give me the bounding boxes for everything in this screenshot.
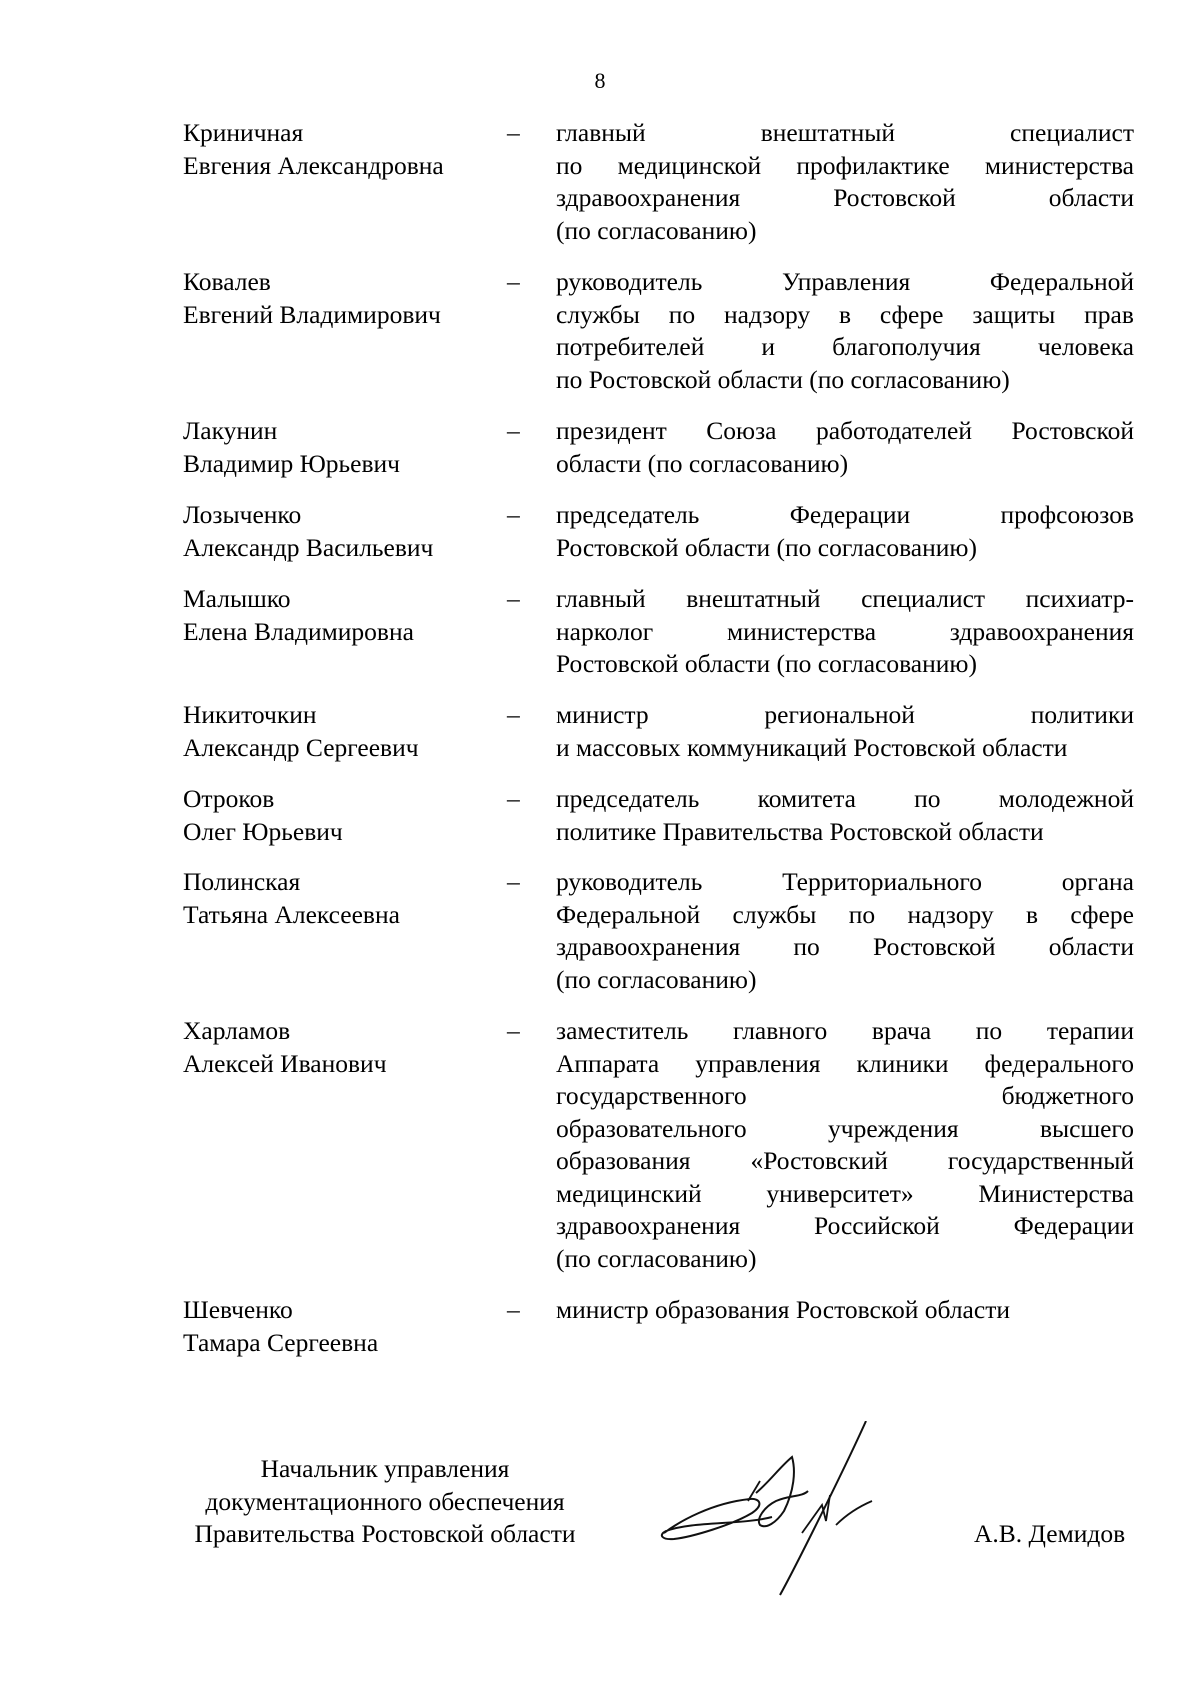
role-line [556,150,1134,183]
role-word: министерства [984,150,1134,180]
role-line: министр образования Ростовской области [556,1295,1010,1324]
member-role [556,117,1134,247]
member-name [183,499,513,564]
role-word: потребителей [556,332,705,361]
role-line [556,616,1134,649]
role-word: специалист [1010,118,1134,147]
role-word: руководитель [556,267,703,296]
role-line [556,331,1134,364]
role-word: медицинской [617,150,762,180]
member-dash: – [507,584,520,613]
role-word: здравоохранения [556,1211,741,1240]
role-word: образовательного [556,1113,747,1143]
role-word: «Ростовский [750,1146,888,1175]
role-line: Ростовской области (по согласованию) [556,532,977,562]
member-given-names: Татьяна Алексеевна [183,899,400,929]
role-line [556,783,1134,816]
member-given-names: Тамара Сергеевна [183,1327,379,1357]
role-word: работодателей [815,416,973,445]
role-word: управления [695,1048,821,1078]
member-dash: – [507,416,520,445]
role-word: Ростовской [873,932,996,961]
member-name [183,699,513,764]
role-word: главный [556,584,646,613]
role-word: государственный [947,1146,1134,1175]
member-dash: – [507,1016,520,1045]
role-word: Ростовской [833,183,956,212]
role-word: надзору [907,899,994,929]
role-line [556,1048,1134,1081]
role-word: молодежной [998,784,1134,813]
signer-name: А.В. Демидов [974,1519,1126,1548]
role-word: врача [871,1016,932,1045]
role-word: президент [556,416,667,445]
signer-position-line: документационного обеспечения [205,1486,565,1516]
page-number: 8 [594,68,606,93]
signer-position-line: Начальник управления [260,1454,510,1483]
member-name [183,1015,513,1080]
role-word: и [761,332,776,361]
member-role [556,1015,1134,1275]
role-line: и массовых коммуникаций Ростовской области [556,732,1068,762]
role-word: председатель [556,500,700,529]
role-word: профсоюзов [1000,500,1134,529]
role-word: области [1048,183,1134,212]
member-role [556,415,1134,480]
role-line [556,866,1134,899]
member-name [183,866,513,931]
member-name [183,583,513,648]
member-given-names: Александр Сергеевич [183,732,419,762]
role-word: университет» [766,1178,914,1208]
member-given-names: Евгения Александровна [183,150,444,180]
role-word: службы [732,899,817,929]
role-word: учреждения [828,1113,959,1143]
role-line: Ростовской области (по согласованию) [556,649,977,678]
role-word: образования [556,1146,691,1175]
role-word: по [975,1016,1003,1045]
role-word: Территориального [782,867,982,896]
member-role [556,1294,1134,1327]
role-word: внештатный [686,584,821,613]
member-surname: Лакунин [183,416,278,445]
member-dash: – [507,500,520,529]
role-word: региональной [764,700,915,729]
member-surname: Никиточкин [183,700,317,729]
role-line [556,1210,1134,1243]
role-line [556,415,1134,448]
member-given-names: Алексей Иванович [183,1048,387,1078]
member-surname: Полинская [183,867,301,896]
role-word: главного [733,1016,828,1045]
member-surname: Ковалев [183,267,271,296]
role-word: руководитель [556,867,703,896]
signer-position-line: Правительства Ростовской области [194,1519,576,1548]
member-role [556,583,1134,681]
member-dash: – [507,118,520,147]
role-word: в [1025,899,1039,929]
role-word: государственного [556,1081,747,1110]
role-word: Федеральной [556,899,701,929]
role-line [556,931,1134,964]
role-word: Союза [706,416,777,445]
member-surname: Криничная [183,118,304,147]
member-dash: – [507,700,520,729]
role-word: специалист [861,584,986,613]
member-surname: Лозыченко [183,500,302,529]
role-word: в [838,299,852,329]
role-word: здравоохранения [949,616,1134,646]
member-given-names: Владимир Юрьевич [183,448,400,478]
role-word: Федерации [1013,1211,1134,1240]
role-word: Аппарата [556,1048,660,1078]
role-word: медицинский [556,1178,702,1208]
role-line [556,1113,1134,1146]
member-given-names: Александр Васильевич [183,532,434,562]
role-word: Федерации [789,500,911,529]
role-line [556,583,1134,616]
member-surname: Харламов [183,1016,291,1045]
role-word: защиты [972,299,1056,329]
role-word: терапии [1046,1016,1134,1045]
role-line [556,266,1134,299]
role-word: профилактике [796,150,950,180]
role-word: Министерства [978,1178,1134,1208]
role-line [556,182,1134,215]
role-word: федерального [984,1048,1134,1078]
member-role [556,699,1134,764]
role-word: по [848,899,876,929]
member-dash: – [507,267,520,296]
member-surname: Малышко [183,584,291,613]
role-line: по Ростовской области (по согласованию) [556,364,1010,394]
role-word: сфере [1070,899,1134,929]
role-line [556,1145,1134,1178]
role-word: министр [556,700,649,729]
role-word: по [914,784,941,813]
member-given-names: Евгений Владимирович [183,299,441,329]
role-line [556,1015,1134,1048]
role-line [556,1080,1134,1113]
role-line [556,117,1134,150]
role-line [556,699,1134,732]
role-word: органа [1061,867,1134,896]
role-word: психиатр- [1025,584,1134,613]
role-word: министерства [726,616,877,646]
member-name [183,783,513,848]
role-word: председатель [556,784,700,813]
role-word: нарколог [556,616,654,646]
role-line [556,299,1134,332]
role-line: области (по согласованию) [556,448,849,478]
member-name [183,117,513,182]
member-role [556,266,1134,396]
role-word: внештатный [760,118,896,147]
role-word: Федеральной [989,267,1134,296]
role-word: области [1048,932,1134,961]
role-word: комитета [757,784,856,813]
role-word: главный [556,118,646,147]
member-name [183,266,513,331]
role-line: (по согласованию) [556,964,757,994]
role-line [556,499,1134,532]
handwritten-signature [652,1421,942,1601]
role-word: высшего [1039,1113,1134,1143]
role-word: по [556,150,583,180]
member-surname: Шевченко [183,1295,293,1324]
role-word: благополучия [832,332,981,361]
role-word: здравоохранения [556,183,741,212]
member-role [556,783,1134,848]
role-line: (по согласованию) [556,1243,757,1273]
role-word: Управления [781,267,911,296]
member-given-names: Олег Юрьевич [183,816,343,846]
role-word: заместитель [556,1016,689,1045]
role-word: человека [1037,332,1134,361]
member-dash: – [507,1295,520,1324]
role-word: прав [1084,299,1134,329]
role-line: (по согласованию) [556,215,757,245]
role-word: надзору [724,299,811,329]
role-word: по [668,299,696,329]
role-word: политики [1030,700,1134,729]
member-name [183,415,513,480]
role-word: службы [556,299,640,329]
role-word: Ростовской [1011,416,1134,445]
member-role [556,499,1134,564]
role-word: клиники [856,1048,949,1078]
member-dash: – [507,867,520,896]
member-role [556,866,1134,996]
role-word: Российской [814,1211,940,1240]
role-word: бюджетного [1001,1081,1134,1110]
member-surname: Отроков [183,784,275,813]
role-line [556,1178,1134,1211]
role-word: здравоохранения [556,932,741,961]
role-line [556,899,1134,932]
member-given-names: Елена Владимировна [183,616,414,646]
signer-position [165,1453,605,1551]
member-name [183,1294,513,1359]
role-word: сфере [879,299,944,329]
member-dash: – [507,784,520,813]
role-word: по [793,932,820,961]
role-line: политике Правительства Ростовской области [556,816,1044,846]
